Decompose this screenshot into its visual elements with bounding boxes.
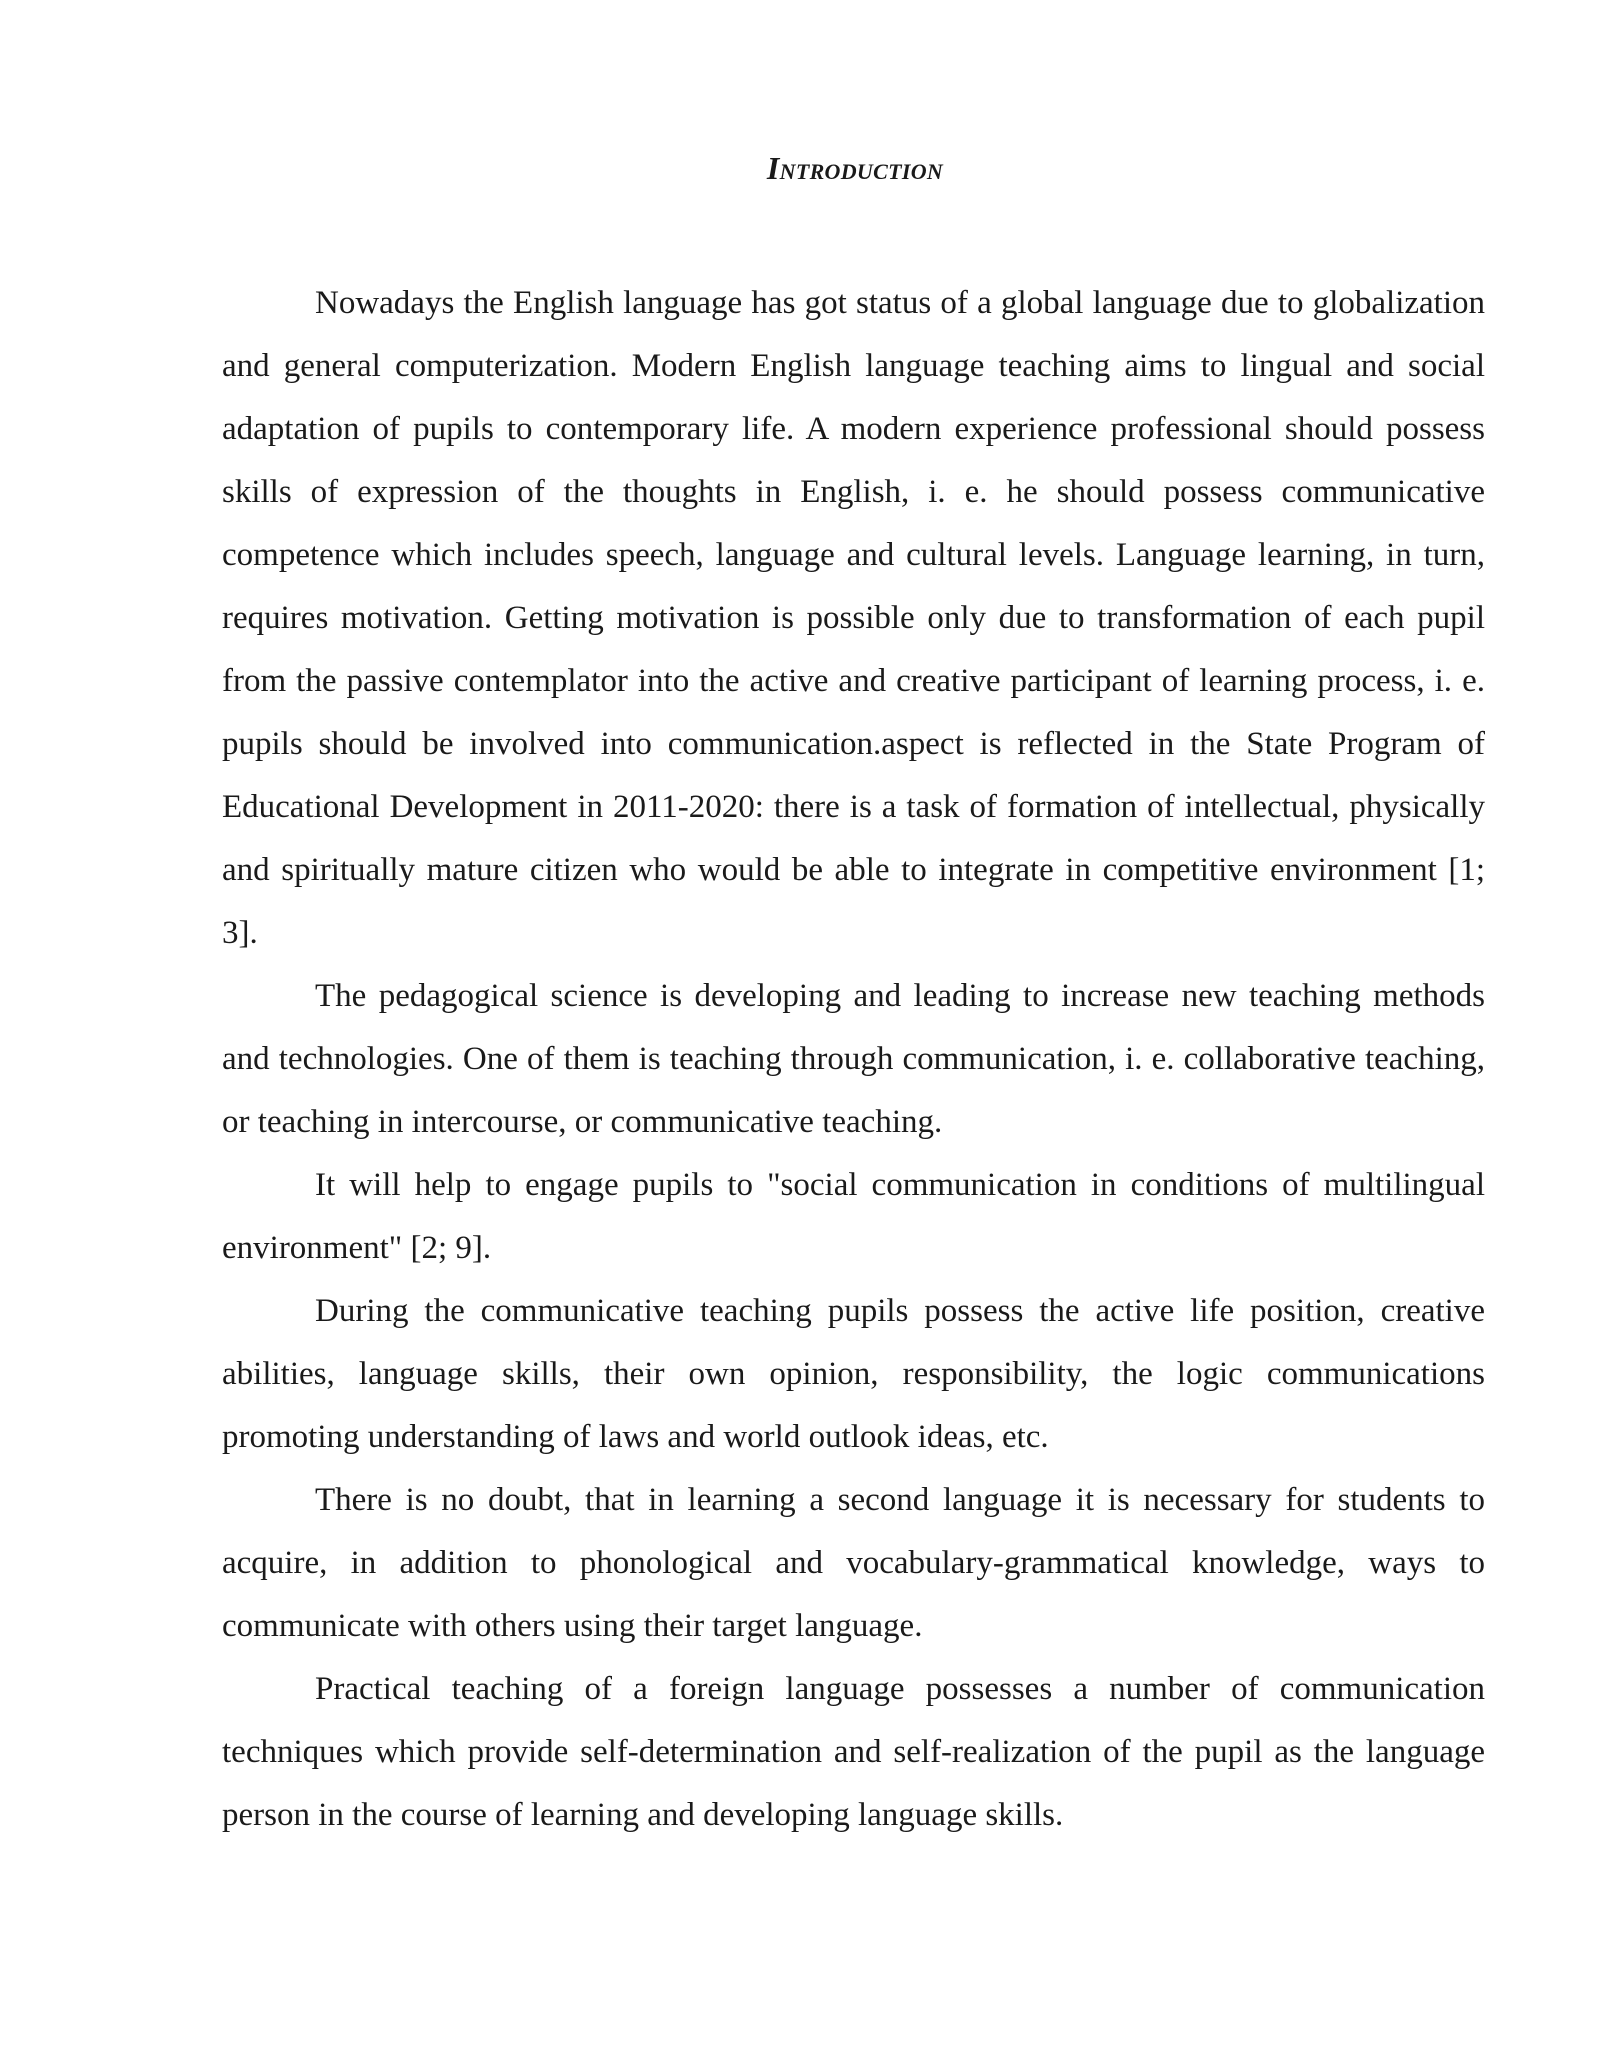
page-title: Introduction — [766, 150, 944, 186]
body-text — [222, 272, 1485, 1847]
paragraph-5: There is no doubt, that in learning a second language it is necessary for students to acquire, in addition to phonological and vocabulary-grammatical knowledge, ways to communicate with others using their target language. — [222, 1482, 1485, 1644]
paragraph-2: The pedagogical science is developing and leading to increase new teaching methods and technologies. One of them is teaching through communication, i. e. collaborative teaching, or teaching in intercourse, or communicative teaching. — [222, 978, 1485, 1140]
paragraph-1: Nowadays the English language has got status of a global language due to globalization and general computerization. Modern English language teaching aims to lingual and social adaptation of pupils to contemporary life. A modern experience professional should possess skills of expression of the thoughts in English, i. e. he should possess communicative competence which includes speech, language and cultural levels. Language learning, in turn, requires motivation. Getting motivation is possible only due to transformation of each pupil from the passive contemplator into the active and creative participant of learning process, i. e. pupils should be involved into communication.aspect is reflected in the State Program of Educational Development in 2011-2020: there is a task of formation of intellectual, physically and spiritually mature citizen who would be able to integrate in competitive environment [1; 3]. — [222, 285, 1485, 951]
paragraph-6: Practical teaching of a foreign language possesses a number of communication techniques which provide self-determination and self-realization of the pupil as the language person in the course of learning and developing language skills. — [222, 1671, 1485, 1833]
paragraph-4: During the communicative teaching pupils possess the active life position, creative abilities, language skills, their own opinion, responsibility, the logic communications promoting understanding of laws and world outlook ideas, etc. — [222, 1293, 1485, 1455]
paragraph-3: It will help to engage pupils to "social communication in conditions of multilingual environment" [2; 9]. — [222, 1167, 1485, 1266]
